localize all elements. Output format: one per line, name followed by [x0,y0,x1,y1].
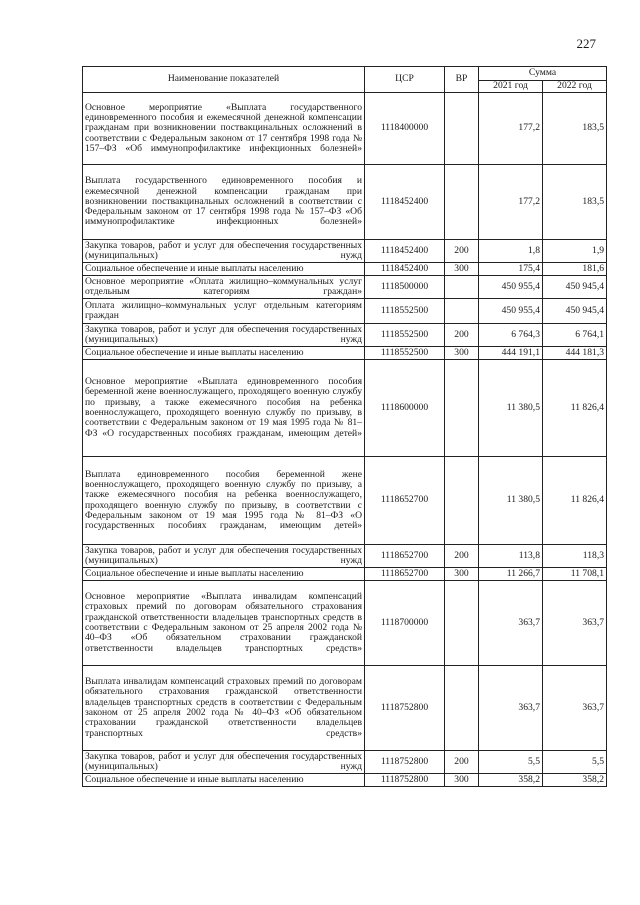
header-name: Наименование показателей [83,67,365,93]
row-value-2022: 183,5 [543,165,607,240]
table-row [83,93,607,165]
header-sum: Сумма [479,67,607,81]
row-csr: 1118552500 [365,324,445,347]
row-name: Социальное обеспечение и иные выплаты населению [83,347,365,360]
row-value-2021: 175,4 [479,263,543,276]
row-name: Выплата государственного единовременного пособия и ежемесячной денежной компенсации гражданам при возникновении поствакцинальных осложнений в соответствии с Федеральным законом от 17 сентября 1998 года № 157–ФЗ «Об иммунопрофилактике инфекционных болезней» [83,165,365,240]
budget-table [82,66,607,787]
row-vr [445,165,479,240]
row-value-2021: 11 266,7 [479,568,543,581]
row-name: Основное мероприятие «Выплата инвалидам компенсаций страховых премий по договорам обязательного страхования гражданской ответственности владельцев транспортных средств в соответствии с Федеральным законом от 25 апреля 2002 года № 40–ФЗ «Об обязательном страховании гражданской ответственности владельцев транспортных средств» [83,581,365,666]
row-csr: 1118752800 [365,751,445,774]
row-value-2021: 6 764,3 [479,324,543,347]
row-value-2022: 363,7 [543,666,607,751]
table-row [83,324,607,347]
row-csr: 1118752800 [365,666,445,751]
row-vr [445,276,479,299]
row-value-2021: 177,2 [479,93,543,165]
row-name: Основное мероприятие «Выплата государственного единовременного пособия и ежемесячной денежной компенсации гражданам при возникновении поствакцинальных осложнений в соответствии с Федеральным законом от 17 сентября 1998 года № 157–ФЗ «Об иммунопрофилактике инфекционных болезней» [83,93,365,165]
table-row [83,751,607,774]
table-row [83,360,607,457]
row-csr: 1118452400 [365,165,445,240]
row-vr: 300 [445,263,479,276]
row-value-2022: 183,5 [543,93,607,165]
row-value-2021: 177,2 [479,165,543,240]
row-name: Выплата единовременного пособия беременной жене военнослужащего, проходящего военную службу по призыву, а также ежемесячного пособия на ребенка военнослужащего, проходящего военную службу по призыву, в соответствии с Федеральным законом от 19 мая 1995 года № 81–ФЗ «О государственных пособиях гражданам, имеющим детей» [83,457,365,545]
table-row [83,240,607,263]
table-row [83,457,607,545]
row-vr: 200 [445,751,479,774]
row-name: Выплата инвалидам компенсаций страховых премий по договорам обязательного страхования гражданской ответственности владельцев транспортных средств в соответствии с Федеральным законом от 25 апреля 2002 года № 40–ФЗ «Об обязательном страховании гражданской ответственности владельцев транспортных средств» [83,666,365,751]
row-vr [445,299,479,324]
table-row [83,347,607,360]
row-name: Социальное обеспечение и иные выплаты населению [83,774,365,787]
row-value-2022: 11 826,4 [543,457,607,545]
row-name: Закупка товаров, работ и услуг для обеспечения государственных (муниципальных) нужд [83,545,365,568]
row-value-2021: 363,7 [479,581,543,666]
table-row [83,276,607,299]
row-csr: 1118652700 [365,568,445,581]
row-vr: 300 [445,347,479,360]
row-name: Закупка товаров, работ и услуг для обеспечения государственных (муниципальных) нужд [83,324,365,347]
row-value-2021: 11 380,5 [479,457,543,545]
row-vr: 200 [445,240,479,263]
row-value-2021: 358,2 [479,774,543,787]
row-vr: 300 [445,568,479,581]
table-row [83,165,607,240]
row-name: Основное мероприятие «Оплата жилищно–коммунальных услуг отдельным категориям граждан» [83,276,365,299]
row-csr: 1118652700 [365,457,445,545]
row-csr: 1118600000 [365,360,445,457]
row-name: Основное мероприятие «Выплата единовременного пособия беременной жене военнослужащего, проходящего военную службу по призыву, а также ежемесячного пособия на ребенка военнослужащего, проходящего военную службу по призыву, в соответствии с Федеральным законом от 19 мая 1995 года № 81–ФЗ «О государственных пособиях гражданам, имеющим детей» [83,360,365,457]
table-row [83,263,607,276]
row-name: Закупка товаров, работ и услуг для обеспечения государственных (муниципальных) нужд [83,751,365,774]
row-value-2022: 11 826,4 [543,360,607,457]
row-value-2021: 363,7 [479,666,543,751]
row-csr: 1118652700 [365,545,445,568]
page-number: 227 [576,36,596,51]
row-vr [445,666,479,751]
header-csr: ЦСР [365,67,445,93]
row-vr [445,457,479,545]
row-name: Социальное обеспечение и иные выплаты населению [83,568,365,581]
table-row [83,774,607,787]
row-value-2022: 5,5 [543,751,607,774]
row-value-2022: 11 708,1 [543,568,607,581]
table-row [83,581,607,666]
row-vr [445,93,479,165]
header-2021: 2021 год [479,81,543,93]
row-value-2022: 444 181,3 [543,347,607,360]
row-csr: 1118500000 [365,276,445,299]
row-vr: 300 [445,774,479,787]
row-name: Оплата жилищно–коммунальных услуг отдельным категориям граждан [83,299,365,324]
row-value-2021: 444 191,1 [479,347,543,360]
row-csr: 1118452400 [365,240,445,263]
row-value-2022: 450 945,4 [543,299,607,324]
row-value-2021: 450 955,4 [479,276,543,299]
row-vr: 200 [445,324,479,347]
header-2022: 2022 год [543,81,607,93]
row-value-2022: 181,6 [543,263,607,276]
row-value-2022: 450 945,4 [543,276,607,299]
row-csr: 1118552500 [365,299,445,324]
row-value-2022: 118,3 [543,545,607,568]
table-row [83,299,607,324]
row-csr: 1118752800 [365,774,445,787]
row-value-2022: 6 764,1 [543,324,607,347]
row-csr: 1118452400 [365,263,445,276]
header-vr: ВР [445,67,479,93]
row-name: Закупка товаров, работ и услуг для обеспечения государственных (муниципальных) нужд [83,240,365,263]
row-vr [445,360,479,457]
table-row [83,666,607,751]
table-row [83,568,607,581]
row-csr: 1118700000 [365,581,445,666]
row-value-2021: 113,8 [479,545,543,568]
row-csr: 1118400000 [365,93,445,165]
row-csr: 1118552500 [365,347,445,360]
row-value-2022: 358,2 [543,774,607,787]
table-row [83,545,607,568]
row-value-2021: 1,8 [479,240,543,263]
row-value-2021: 450 955,4 [479,299,543,324]
table-header [83,67,607,93]
row-value-2022: 1,9 [543,240,607,263]
row-value-2022: 363,7 [543,581,607,666]
row-value-2021: 5,5 [479,751,543,774]
row-vr: 200 [445,545,479,568]
row-vr [445,581,479,666]
row-value-2021: 11 380,5 [479,360,543,457]
row-name: Социальное обеспечение и иные выплаты населению [83,263,365,276]
